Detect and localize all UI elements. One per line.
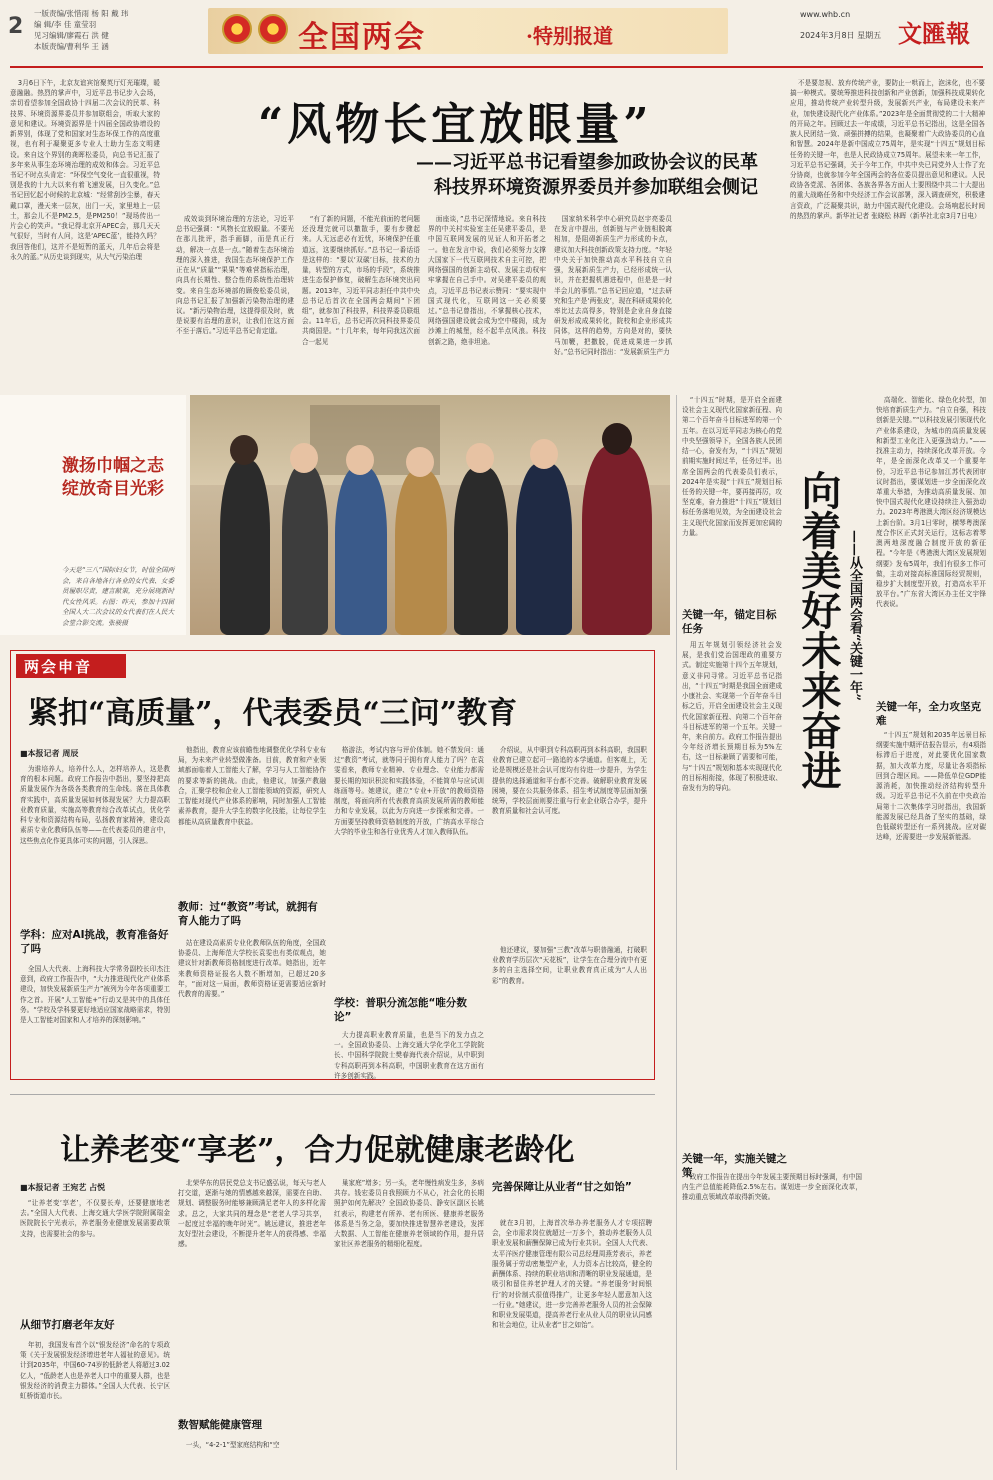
person-figure [395, 470, 447, 635]
editor-line: 一版责编/张惜雨 杨 阳 戴 玮 [34, 9, 129, 18]
elderly-column-1b [20, 1340, 170, 1475]
body-text: 北荣华东的居民党总支书记盛弘说，每天与老人打交道，逐渐与她的情感越来越深，需要在自助、规划、调整服务时能够兼顾满足老年人的多样化需求。总之，大家共同的理念是“老老人学习共享，一起度过幸福的晚年时光”。姚远建议，推进老年友好型社会建设，不断提升老年人的获得感、幸福感。 [178, 1179, 326, 1249]
subheadline-line: ——习近平总书记看望参加政协会议的民革 [416, 152, 758, 173]
title-line: 激扬巾帼之志 [62, 456, 164, 476]
person-figure [282, 465, 328, 635]
person-head [230, 435, 258, 465]
lead-subheadline [318, 150, 758, 200]
lead-column-3 [302, 214, 420, 384]
person-head [290, 443, 318, 473]
photo-caption: 今天是“三八”国际妇女节，时值全国两会，来自各地各行各业的女代表、女委员履职尽责，建言献策，充分展现新时代女性风采。右图：昨天，参加十四届全国人大二次会议的女代表们在人民大会堂合影交流。张骏摄 [62, 566, 175, 627]
education-headline: 紧扣“高质量”，代表委员“三问”教育 [28, 696, 518, 731]
banner-title: 全国两会 [298, 20, 426, 55]
body-text: 不是要忽视、放弃传统产业，要防止一哄而上，泡沫化，也不要搞一种模式。要统筹推进科技创新和产业创新，加强科技成果转化应用，推动传统产业转型升级，发展新兴产业，布局建设未来产业，加快建设现代化产业体系。”2023年是全面贯彻党的二十大精神的开局之年。回顾过去一年成绩，习近平总书记指出，这是全国各族人民团结一致、顽强拼搏的结果，也凝聚着广大政协委员的心血和智慧。2024年是新中国成立75周年，是实现“十四五”规划目标任务的关键一年，也是人民政协成立75周年。展望未来一年工作，习近平总书记强调，关于今年工作，中共中央已同党外人士作了充分协商，也就参加今年全国两会的各位委员提出意见和建议。人民政协各党派、各团体、各族各界各方面人士要围绕中共二十大提出的重大战略任务和中央经济工作会议部署，深入调查研究，积极建言资政，广泛凝聚共识，助力中国式现代化建设。会场响起长时间的热烈的掌声。新华社记者 张晓松 林晖（新华社北京3月7日电） [790, 79, 985, 220]
education-subhead-1: 学科：应对AI挑战，教育准备好了吗 [20, 929, 169, 956]
elderly-subhead-3: 完善保障让从业者“甘之如饴” [492, 1181, 632, 1193]
person-figure [454, 467, 508, 635]
lead-column-2 [176, 214, 294, 384]
person-head [406, 447, 434, 477]
education-subhead-3: 学校：普职分流怎能“唯分数论” [334, 997, 467, 1024]
subheadline-line: 科技界环境资源界委员并参加联组会侧记 [434, 177, 758, 199]
person-figure [516, 463, 572, 635]
editor-line: 本版责编/曹利华 王 涵 [34, 41, 109, 51]
body-text: 介绍说，从中职到专科高职再到本科高职，我国职业教育已建立起可一路追的本学通道。但客观上，无论是规模还是社会认可度均有待进一步提升，为学生提供的选择通道和平台都不完善。破解职业教育发展困境，要在公共服务体系、招生考试制度等层面加强统筹，学校层面则要注重与行业企业联合办学，提升教育质量和社会认可度。 [492, 746, 647, 816]
editor-line: 见习编辑/廖霞石 洪 健 [34, 30, 109, 40]
body-text: “十四五”时期，是开启全面建设社会主义现代化国家新征程、向第二个百年奋斗目标进军的第一个五年。在以习近平同志为核心的党中央坚强领导下，全国各族人民团结一心，奋发有为，“十四五”规划前期实施时间过半，任务过半。出席全国两会的代表委员们表示，2024年是实现“十四五”规划目标任务的关键一年，要再接再厉，攻坚克难，奋力推进“十四五”规划目标任务落地见效，为全面建设社会主义现代化国家而发挥更加宏阔的力量。 [682, 396, 782, 537]
person-figure [220, 460, 270, 635]
national-emblem-icon [222, 14, 252, 44]
section-badge: 两会申音 [16, 654, 126, 678]
elderly-column-2 [178, 1178, 326, 1413]
education-subhead-2: 教师：过“教资”考试，就拥有育人能力了吗 [178, 901, 318, 928]
education-column-3 [334, 745, 484, 990]
person-figure [335, 467, 387, 635]
body-text: 年初，我国发布首个以“银发经济”命名的专项政策《关于发展银发经济增进老年人福祉的意见》。统计到2035年，中国60-74岁的低龄老人将超过3.02亿人，“低龄老人也是养老人口中的重要人群，也是银发经济的消费主力群体。”全国人大代表、长宁区虹桥街道市长。 [20, 1341, 170, 1401]
person-head [602, 423, 632, 455]
body-text: 高端化、智能化、绿色化转型，加快培育新质生产力。“自立自强，科技创新是关键。”“以科技发展引领现代化产业体系建设，为城市的高质量发展和新型工业化注入更强劲动力。”——找准主动力，持续深化改革开放。今年，是全面深化改革又一个重要年份，习近平总书记参加江苏代表团审议时指出，要谋划进一步全面深化改革重大举措，为推动高质量发展、加快中国式现代化建设持续注入强劲动力。2023年粤港澳大湾区经济规模达上新台阶。3月1日零时，横琴粤澳深度合作区正式封关运行，这标志着琴澳两地深度融合制度开放的新征程。“今年是《粤港澳大湾区发展规划纲要》发布5周年，我们有很多工作可做，主动对接高标准国际经贸规则，稳步扩大制度型开放，打造高水平开放平台。”广东省大湾区办主任文宇锋代表说。 [876, 396, 986, 609]
right-feature-column-2b [876, 730, 986, 1130]
person-head [530, 439, 558, 469]
education-column-3b [334, 1030, 484, 1080]
body-text: 格游法，考试内容与评价体制。她不禁发问：通过“教资”考试，就等同于拥有育人能力了吗？在袁雯看来，教师专业精神、专业理念、专业能力都需要长期的知识积淀和实践体验，不能简单与应试训练画等号。她建议，建立“专业+开放”的教师资格制度，将面向所有代表教育高质发展所需的教师能力和专业发展，以此为方向进一步探索和完善。一方面要坚持教师资格制度的开放，广纳高水平综合大学的毕业生和各行业优秀人才加入教师队伍。 [334, 746, 484, 836]
newspaper-name: 文匯報 [898, 19, 970, 48]
body-text: 为谁培养人，培养什么人，怎样培养人，这是教育的根本问题。政府工作报告中指出，要坚持把高质量发展作为各级各类教育的生命线。落在具体教育实践中，高质量发展如何体现发展？大力提高职业教育质量，实施高等教育综合改革试点，优化学科专业和资源结构布局，弘扬教育家精神，建设高素质专业化教师队伍等——在代表委员的建言中，这些焦点化作更具体可实的问题，引人深思。 [20, 765, 170, 845]
education-column-2b [178, 938, 326, 1073]
body-text: 成效谈到环境治理的方法论，习近平总书记强调：“风物长宜放眼量。不要光在那儿批评，指手画脚，而是真正行动，解决一点是一点。”随着生态环境治理的深入推进，我国生态环境保护工作正在从“质量”“果果”等难营指标治理，向具有长期性、整合性的系统性治理转变。来自生态环境部的顾俊松委员说，向总书记汇报了加强新污染物治理的建议。“新污染物治理，这提得很及时，就是说要有治理的意识，让我们在这方面不至于落后。”习近平总书记肯定道。 [176, 215, 294, 336]
reporter-byline: ■本报记者 周辰 [20, 749, 79, 758]
lead-column-1 [10, 78, 160, 378]
right-subhead-3: 关键一年，实施关键之策 [682, 1153, 787, 1180]
elderly-subhead-1: 从细节打磨老年友好 [20, 1319, 115, 1331]
page-number: 2 [8, 14, 24, 39]
elderly-column-1 [20, 1198, 170, 1308]
right-feature-headline: 向着美好未来奋进 [795, 470, 842, 790]
body-text: 就在3月初，上海首次举办养老服务人才专项招聘会，全市需求岗位就超过一万多个，推动养老服务人员职业发展和薪酬保障已成为行业共识。全国人大代表、太平洋医疗健康管理有限公司总经理周燕芳表示，养老服务属于劳动密集型产业，人力资本占比较高，健全的薪酬体系、持续的职业培训和清晰的职业发展通道，是吸引和留住养老护理人才的关键。“养老服务‘时间银行’的对价制式很值得推广，让更多年轻人愿意加入这一行业。”她建议，进一步完善养老服务人员的社会保障和职业发展渠道，提高养老行业从业人员的职业认同感和社会地位，让从业者“甘之如饴”。 [492, 1219, 652, 1330]
right-feature-column-3 [682, 1172, 862, 1472]
body-text: 他还建议，要加强“三教”改革与职普融通，打破职业教育学历层次“天花板”，让学生在合理分流中有更多的自主选择空间，让职业教育真正成为“人人出彩”的教育。 [492, 946, 647, 985]
education-column-2 [178, 745, 326, 895]
cppcc-emblem-icon [258, 14, 288, 44]
person-head [466, 443, 494, 473]
delegates-group-photo [190, 395, 670, 635]
column-divider [676, 395, 677, 1470]
body-text: 他指出，教育应该前瞻性地调整优化学科专业布局，为未来产业转型做准备。目前，教育和产业领域都面临着人工智能大了解，学习与人工智能协作的要求等新的挑战。由此，他建议，加强产教融合，汇聚学校和企业人工智能领域的资源，研究人工智能对现代产业体系的影响，同时加强人工智能素养教育，提升大学生的数字化技能，让每位学生都能从高质量教育中获益。 [178, 746, 326, 826]
body-text: 巢家庭”增多；另一头，老年慢性病发生多，多病共存。钱宏委员自我照顾力不从心，社会化的长期照护如何先解决？全国政协委员、静安区副区长姚红表示，构建老有所养、老有所医、健康养老服务体系是当务之急，要加快推进智慧养老建设，发挥大数据、人工智能在健康养老领域的作用，提升居家社区养老服务的精细化程度。 [334, 1179, 484, 1249]
elderly-care-headline: 让养老变“享老”，合力促就健康老龄化 [60, 1133, 575, 1168]
lead-column-5 [554, 214, 672, 384]
reporter-byline: ■本报记者 王宛艺 占悦 [20, 1183, 106, 1192]
elderly-column-3 [334, 1178, 484, 1473]
body-text: 用五年规划引领经济社会发展，是我们党治国理政的重要方式。制定实施第十四个五年规划，意义非同寻常。习近平总书记指出，“十四五”时期是我国全面建成小康社会、实现第一个百年奋斗目标之后，开启全面建设社会主义现代化国家新征程、向第二个百年奋斗目标进军的第一个五年。关键一年，来自前方。政府工作报告提出今年经济增长预期目标为5%左右，这一目标兼顾了需要和可能，与“十四五”规划和基本实现现代化的目标相衔接，体现了积极进取、奋发有为的导向。 [682, 641, 782, 793]
lead-headline: “风物长宜放眼量” [258, 99, 653, 150]
body-text: 面座谈，”总书记深情地说。来自科技界的中关村实验室主任吴建平委员，是中国互联网发展的见证人和开拓者之一。他在发言中说，我们必须努力支撑大国家下一代互联网技术自主可控，把网络强国的创新主动权、发展主动权牢牢掌握在自己手中。对吴建平委员的观点，习近平总书记表示赞同：“要实现中国式现代化，互联网这一关必须要过。”总书记曾指出，不掌握核心技术，网络强国建设就会成为空中楼阁，成为沙滩上的城堡，经不起半点风浪。科技创新之路，绝非坦途。 [428, 215, 546, 346]
body-text: 3月6日下午，北京友谊宾馆聚英厅灯光璀璨，暖意融融。热烈的掌声中，习近平总书记步入会场，亲切看望参加全国政协十四届二次会议的民革、科技界、环境资源界委员并参加联组会，听取大家的意见和建议。环境资源界是十四届全国政协增设的新界别，体现了党和国家对生态环保工作的高度重视，也有利于凝聚更多专业人士助力生态文明建设。来自这个界别的龚晖松委员，向总书记汇报了多年来从事生态环境治理的成效和体会。习近平总书记不时点头肯定：“环保空气变化一直很重视，特别是我的十九大以来有着飞速发展，日久变化。”总书记回忆起小时候的北京城：“经常刮沙尘暴，春天戴口罩，漫天来一层灰，出门一天，家里地上一层土，那会儿不是PM2.5，是PM250！”现场传出一片会心的笑声。“我记得北京开APEC会，那几天天气很好，当时有人问，这是‘APEC蓝’，能持久吗？我回答他们，这并不是短暂的蓝天，几年后会将是永久的蓝。”从历史谈到现实，从大气污染治理 [10, 79, 160, 261]
body-text: “有了新的问题，不能光前面的老问题还没理完就可以撒散手，要有步骤起来。人无远虑必有近忧，环境保护任重道远，这要继续抓好。”总书记一番话语是这样的：“要以‘双碳’目标，技术的力量，转型的方式，市场的手段”，系统推进生态保护修复，破解生态环境突出问题。2013年，习近平同志担任中共中央总书记后首次在全国两会期间“下团组”，就参加了科技界，科技界委员联组会。11年后，总书记再次同科技界委员共商国是。“十几年来，每年同我这次面合一起见 [302, 215, 420, 346]
elderly-subhead-2: 数智赋能健康管理 [178, 1419, 262, 1431]
education-column-1b [20, 964, 170, 1074]
person-figure [582, 445, 652, 635]
elderly-column-2b [178, 1440, 326, 1472]
right-feature-column-2 [876, 395, 986, 695]
site-url[interactable]: www.whb.cn [800, 10, 851, 19]
right-subhead-2: 关键一年，全力攻坚克难 [876, 701, 981, 728]
right-feature-subheadline: ——从全国两会看“关键一年” [847, 530, 862, 701]
elderly-column-4 [492, 1218, 652, 1473]
photo-feature-title [62, 455, 164, 501]
right-feature-intro [682, 395, 782, 603]
body-text: 全国人大代表、上海科技大学常务副校长印杰注意到，政府工作报告中，“大力推进现代化产业体系建设，加快发展新质生产力”被列为今年各项重要工作之首。开展“人工智能+”行动又是其中的具体任务。“学校及学科要更好地适应国家战略需求，特别是人工智能对国家和人才培养的深刻影响。” [20, 965, 170, 1025]
issue-date: 2024年3月8日 星期五 [800, 31, 882, 40]
education-intro [20, 764, 170, 922]
body-text: 国家纳米科学中心研究员赵宇亮委员在发言中提出，创新链与产业链相脱离相加，是阻碍新质生产力形成的卡点，建议加大科技创新政策支持力度。“年轻中央关于加快推动高水平科技自立自强，发展新质生产力，已经形成统一认识，并在把握机遇进程中，但是是一时半会儿的事情。”总书记回应道，“过去研究和生产是‘两张皮’，现在科研成果转化率比过去高得多，特别是企业自身直接研发形成成果转化，院校和企业形成共同体，这样的趋势，方向是对的，要快马加鞭，把撒脱，促进成果进一步抓好。”总书记同时指出：“发展新质生产力 [554, 215, 672, 356]
editor-credits [34, 9, 204, 53]
title-line: 绽放奇目光彩 [62, 478, 164, 499]
masthead [0, 0, 993, 72]
person-head [346, 445, 374, 475]
right-feature-column-1b [682, 640, 782, 1080]
banner-subtitle: ·特别报道 [526, 24, 613, 48]
body-text: “十四五”规划和2035年远景目标纲要实施中期评估报告显示，有4项指标滞后于进度，对此要优化国家数据，加大改革力度，尽量让各项指标回到合理区间。——降低单位GDP能源消耗，加快推动经济结构转型升级。习近平总书记不久前在中央政治局第十二次集体学习时指出，我国新能源发展已经具备了坚实的基础，绿色低碳转型还有一系列挑战。应对碳达峰，还需要进一步发展新能源。 [876, 731, 986, 842]
right-subhead-1: 关键一年，锚定目标任务 [682, 609, 777, 636]
lead-column-6 [790, 78, 985, 383]
education-column-4b [492, 945, 647, 1073]
body-text: 一头，“4-2-1”型家庭结构和“空 [185, 1441, 280, 1449]
education-column-4 [492, 745, 647, 940]
section-banner [208, 8, 728, 54]
body-text: 站在建设高素质专业化教师队伍的角度，全国政协委员、上海师范大学校长袁雯也有类似观点，她建议针对新教师资格制度进行改革。她指出，近年来教师资格证报名人数不断增加，已超过20多年，“面对这一局面，教师资格证更需要适应新时代教育的需要。” [178, 939, 326, 999]
section-rule [10, 1094, 655, 1095]
body-text: 大力提高职业教育质量，也是当下的发力点之一。全国政协委员、上海交通大学化学化工学院院长、中国科学院院士樊春海代表介绍说，从中职到专科高职再到本科高职，中国职业教育在这方面有许多创新实践。 [334, 1031, 484, 1080]
header-rule [10, 66, 983, 68]
editor-line: 编 辑/李 佳 童莹羽 [34, 19, 97, 29]
body-text: 政府工作报告在提出今年发展主要预期目标时强调，有中国内生产总值能耗降低2.5%左右。谋划进一步全面深化改革，推动重点领域改革取得新突破。 [682, 1173, 862, 1202]
lead-column-4 [428, 214, 546, 384]
body-text: “让养老变‘享老’，不仅要长寿，还要健康地老去。”全国人大代表、上海交通大学医学院附属瑞金医院院长宁光表示，养老服务业健康发展需要政策支持，也需要社会的参与。 [20, 1199, 170, 1238]
